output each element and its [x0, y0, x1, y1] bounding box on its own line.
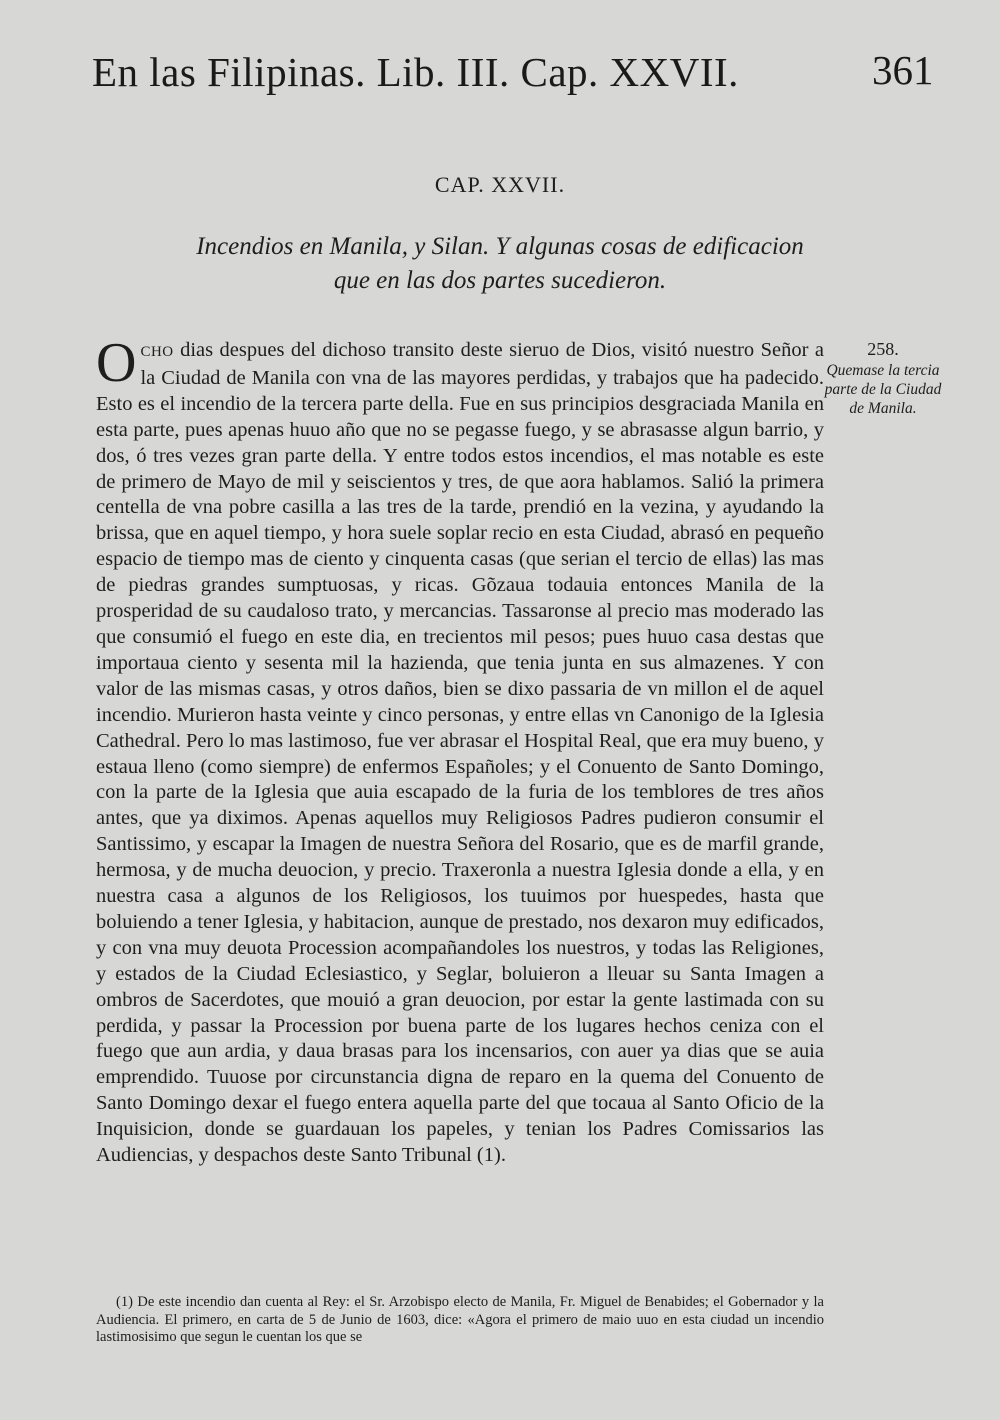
footnote [96, 1294, 824, 1347]
page-number: 361 [872, 47, 934, 93]
body-text [96, 332, 824, 1169]
body-paragraph-text: dias despues del dichoso transito deste sieruo de Dios, visitó nuestro Señor a la Ciudad de Manila con vna de las mayores perdidas, y trabajos que ha padecido. Esto es el incendio de la tercera parte della. Fue en sus principios desgraciada Manila en esta parte, pues apenas huuo año que no se pegasse fuego, y se abrasasse algun barrio, y dos, ó tres vezes gran parte della. Y entre todos estos incendios, el mas notable es este de primero de Mayo de mil y seiscientos y tres, de que aora hablamos. Salió la primera centella de vna pobre casilla a las tres de la tarde, prendió en la vezina, y ayudando la brissa, que en aquel tiempo, y hora suele soplar recio en esta Ciudad, abrasó en pequeño espacio de tiempo mas de ciento y cinquenta casas (que serian el tercio de ellas) las mas de piedras grandes sumptuosas, y ricas. Gõzaua todauia entonces Manila de la prosperidad de su caudaloso trato, y mercancias. Tassaronse al precio mas moderado las que consumió el fuego en este dia, en trecientos mil pesos; pues huuo casa destas que importaua ciento y sesenta mil la hazienda, que tenia junta en sus almazenes. Y con valor de las mismas casas, y otros daños, bien se dixo passaria de vn millon el de aquel incendio. Murieron hasta veinte y cinco personas, y entre ellas vn Canonigo de la Iglesia Cathedral. Pero lo mas lastimoso, fue ver abrasar el Hospital Real, que era muy bueno, y estaua lleno (como siempre) de enfermos Españoles; y el Conuento de Santo Domingo, con la parte de la Iglesia que auia escapado de la furia de los temblores de tres años antes, que ya diximos. Apenas aquellos muy Religiosos Padres pudieron consumir el Santissimo, y escapar la Imagen de nuestra Señora del Rosario, que es de marfil grande, hermosa, y de mucha deuocion, y precio. Traxeronla a nuestra Iglesia donde a ella, y en nuestra casa a algunos de los Religiosos, los tuuimos por huespedes, hasta que boluiendo a tener Iglesia, y habitacion, aunque de prestado, nos dexaron muy edificados, y con vna muy deuota Procession acompañandoles los nuestros, y todas las Religiones, y estados de la Ciudad Eclesiastico, y Seglar, boluieron a lleuar su Santa Imagen a ombros de Sacerdotes, que mouió a gran deuocion, por estar la gente lastimada con su perdida, y passar la Procession por buena parte de los lugares hechos ceniza con el fuego que aun ardia, y daua brasas para los incensarios, con auer ya dias que se auia emprendido. Tuuose por circunstancia digna de reparo en la quema del Conuento de Santo Domingo dexar el fuego entera aquella parte del que tocaua al Santo Oficio de la Inquisicion, donde se guardauan los papeles, y tenian los Padres Comissarios las Audiencias, y despachos deste Santo Tribunal (1). [96, 339, 824, 1167]
chapter-subtitle-line-2: que en las dos partes sucedieron. [333, 267, 667, 294]
body-paragraph [96, 332, 824, 1169]
footnote-text: (1) De este incendio dan cuenta al Rey: el Sr. Arzobispo electo de Manila, Fr. Miguel de Benabides; el Gobernador y la Audiencia. El primero, en carta de 5 de Junio de 1603, dice: «Agora el primero de maio uuo en esta ciudad un incendio lastimosisimo que segun le cuentan los que se [96, 1294, 824, 1345]
chapter-subtitle [100, 230, 900, 298]
marginal-note-text: Quemase la tercia parte de la Ciudad de Manila. [824, 362, 942, 417]
drop-cap: O [96, 332, 137, 394]
marginal-paragraph-number: 258. [867, 339, 899, 359]
running-title: En las Filipinas. Lib. III. Cap. XXVII. [92, 49, 739, 95]
lead-small-caps: CHO [140, 344, 174, 360]
chapter-heading: CAP. XXVII. [434, 172, 566, 197]
chapter-subtitle-line-1: Incendios en Manila, y Silan. Y algunas cosas de edificacion [196, 233, 804, 260]
marginal-note [818, 340, 948, 418]
